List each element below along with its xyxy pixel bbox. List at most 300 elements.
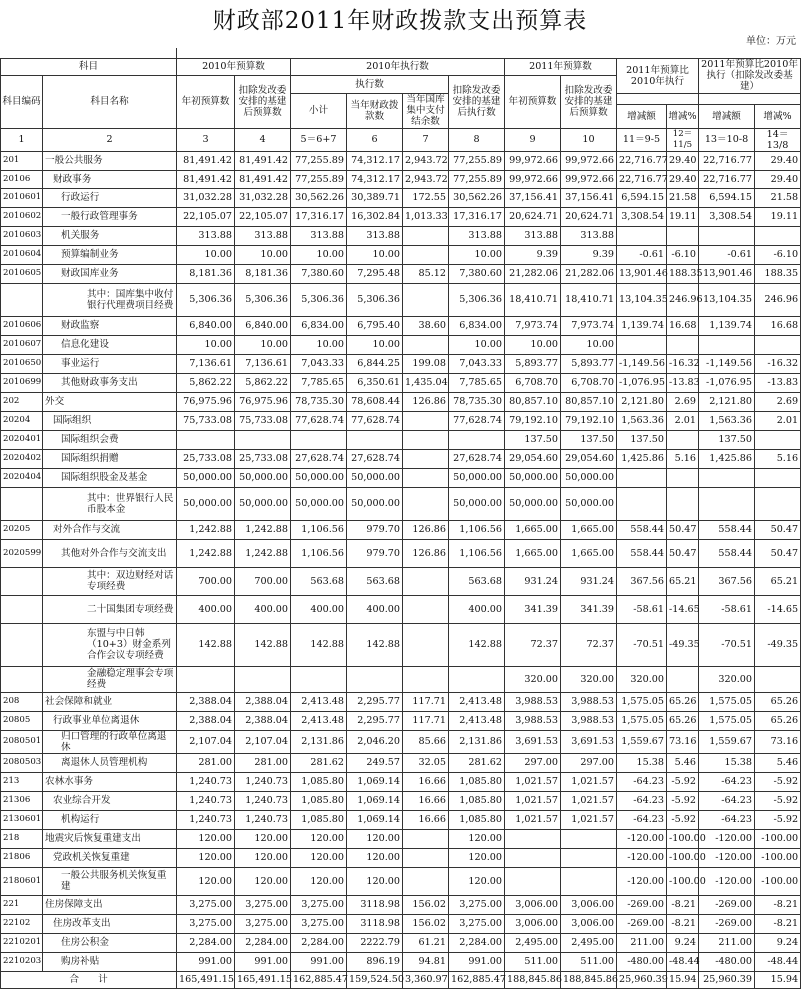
value-cell: 50,000.00	[505, 468, 561, 487]
value-cell: 5.16	[755, 449, 801, 468]
value-cell	[403, 867, 449, 895]
value-cell: 120.00	[347, 829, 403, 848]
value-cell: 29.40	[667, 151, 699, 170]
header-2010-budget: 2010年预算数	[177, 58, 291, 75]
value-cell	[403, 226, 449, 245]
subject-code: 221	[1, 895, 43, 914]
value-cell: 142.88	[291, 623, 347, 666]
subject-code: 22102	[1, 914, 43, 933]
value-cell: 72.37	[561, 623, 617, 666]
value-cell	[667, 666, 699, 692]
value-cell: 65.26	[755, 692, 801, 711]
value-cell: -70.51	[699, 623, 755, 666]
value-cell: 3,275.00	[291, 914, 347, 933]
subject-name: 党政机关恢复重建	[43, 848, 177, 867]
subject-name: 对外合作与交流	[43, 520, 177, 539]
value-cell: 9.39	[561, 245, 617, 264]
value-cell: 1,242.88	[177, 539, 235, 567]
value-cell: 2,107.04	[177, 730, 235, 753]
value-cell: 1,085.80	[449, 772, 505, 791]
value-cell: 563.68	[449, 567, 505, 595]
value-cell: 2,284.00	[177, 933, 235, 952]
subject-code: 2020404	[1, 468, 43, 487]
value-cell: 400.00	[347, 595, 403, 623]
subject-name: 财政事务	[43, 170, 177, 188]
value-cell: 2222.79	[347, 933, 403, 952]
table-row	[1, 711, 801, 730]
value-cell: 78,608.44	[347, 392, 403, 411]
value-cell: 137.50	[505, 430, 561, 449]
value-cell: 72.37	[505, 623, 561, 666]
value-cell: 281.62	[449, 753, 505, 772]
subject-name: 东盟与中日韩（10+3）财金系列合作会议专项经费	[43, 623, 177, 666]
value-cell: 6,708.70	[561, 373, 617, 392]
value-cell: -5.92	[667, 791, 699, 810]
subject-code: 20805	[1, 711, 43, 730]
subject-code: 218	[1, 829, 43, 848]
value-cell: 7,785.65	[449, 373, 505, 392]
total-value-cell: 15.94	[755, 971, 801, 988]
subject-code: 2010603	[1, 226, 43, 245]
subject-code: 21306	[1, 791, 43, 810]
subject-code: 2020599	[1, 539, 43, 567]
table-row	[1, 354, 801, 373]
table-row	[1, 933, 801, 952]
header-compare-1: 2011年预算比2010年执行	[617, 58, 699, 93]
value-cell: 313.88	[505, 226, 561, 245]
value-cell: 120.00	[177, 829, 235, 848]
value-cell: 1,575.05	[617, 692, 667, 711]
subject-name: 信息化建设	[43, 335, 177, 354]
table-row	[1, 392, 801, 411]
value-cell: 1,139.74	[699, 316, 755, 335]
value-cell	[403, 623, 449, 666]
value-cell: -5.92	[667, 810, 699, 829]
value-cell: 6,795.40	[347, 316, 403, 335]
value-cell: 77,255.89	[291, 151, 347, 170]
value-cell: 13,104.35	[617, 283, 667, 316]
header-inc-amount: 增减额	[617, 104, 667, 128]
value-cell: 320.00	[617, 666, 667, 692]
value-cell: 50.47	[755, 539, 801, 567]
value-cell	[235, 430, 291, 449]
value-cell: 3,275.00	[449, 895, 505, 914]
value-cell: 120.00	[291, 848, 347, 867]
value-cell: 7,785.65	[291, 373, 347, 392]
column-index-cell: 13＝10-8	[699, 128, 755, 151]
value-cell	[667, 468, 699, 487]
value-cell: 2,388.04	[235, 692, 291, 711]
value-cell: 6,708.70	[505, 373, 561, 392]
value-cell	[755, 430, 801, 449]
value-cell	[505, 867, 561, 895]
header-excl-exec: 扣除发改委安排的基建后执行数	[449, 75, 505, 128]
subject-name: 购房补贴	[43, 952, 177, 971]
value-cell: 77,628.74	[291, 411, 347, 430]
value-cell: -8.21	[755, 895, 801, 914]
table-row	[1, 867, 801, 895]
header-2011-initial: 年初预算数	[505, 75, 561, 128]
subject-name: 机构运行	[43, 810, 177, 829]
value-cell: -13.83	[667, 373, 699, 392]
value-cell	[505, 829, 561, 848]
value-cell	[403, 411, 449, 430]
subject-name: 一般行政管理事务	[43, 207, 177, 226]
value-cell: 22,716.77	[617, 170, 667, 188]
value-cell: 6,594.15	[699, 188, 755, 207]
value-cell: 7,380.60	[291, 264, 347, 283]
subject-code: 2010605	[1, 264, 43, 283]
value-cell: 2,495.00	[561, 933, 617, 952]
value-cell: 1,240.73	[177, 772, 235, 791]
value-cell: 5,306.36	[235, 283, 291, 316]
value-cell: 2,046.20	[347, 730, 403, 753]
value-cell: 1,085.80	[291, 772, 347, 791]
value-cell	[291, 430, 347, 449]
value-cell: 199.08	[403, 354, 449, 373]
table-row	[1, 810, 801, 829]
subject-name: 外交	[43, 392, 177, 411]
subject-name: 其他财政事务支出	[43, 373, 177, 392]
value-cell: -100.00	[667, 867, 699, 895]
column-index-cell: 2	[43, 128, 177, 151]
table-row	[1, 730, 801, 753]
value-cell: -120.00	[699, 848, 755, 867]
value-cell: 558.44	[617, 539, 667, 567]
value-cell: 50,000.00	[347, 468, 403, 487]
total-value-cell: 188,845.86	[561, 971, 617, 988]
value-cell: 558.44	[699, 539, 755, 567]
value-cell: 1,665.00	[561, 520, 617, 539]
value-cell: 137.50	[617, 430, 667, 449]
table-row	[1, 283, 801, 316]
subject-name: 国际组织	[43, 411, 177, 430]
value-cell: 50.47	[667, 520, 699, 539]
value-cell: 2,131.86	[449, 730, 505, 753]
value-cell: 211.00	[699, 933, 755, 952]
value-cell: 22,716.77	[617, 151, 667, 170]
value-cell: -269.00	[699, 914, 755, 933]
value-cell: 2,413.48	[291, 692, 347, 711]
value-cell: 21,282.06	[505, 264, 561, 283]
value-cell: -120.00	[699, 867, 755, 895]
value-cell: 1,106.56	[291, 539, 347, 567]
value-cell: 29,054.60	[505, 449, 561, 468]
value-cell: 22,716.77	[699, 151, 755, 170]
total-value-cell: 15.94	[667, 971, 699, 988]
subject-name: 其他对外合作与交流支出	[43, 539, 177, 567]
value-cell: 2,121.80	[699, 392, 755, 411]
value-cell: 19.11	[667, 207, 699, 226]
value-cell: 991.00	[177, 952, 235, 971]
value-cell: 80,857.10	[561, 392, 617, 411]
total-row	[1, 971, 801, 988]
value-cell	[347, 430, 403, 449]
value-cell: -64.23	[699, 810, 755, 829]
value-cell: 50,000.00	[561, 468, 617, 487]
value-cell: 2.69	[667, 392, 699, 411]
value-cell: 15.38	[617, 753, 667, 772]
value-cell: 18,410.71	[505, 283, 561, 316]
header-name: 科目名称	[43, 75, 177, 128]
value-cell: 3,988.53	[561, 711, 617, 730]
value-cell: 29.40	[667, 170, 699, 188]
value-cell: 50,000.00	[177, 487, 235, 520]
value-cell: -100.00	[755, 848, 801, 867]
value-cell: 7,043.33	[291, 354, 347, 373]
value-cell: 27,628.74	[449, 449, 505, 468]
value-cell	[699, 335, 755, 354]
value-cell: 2,943.72	[403, 170, 449, 188]
subject-code: 201	[1, 151, 43, 170]
value-cell: 50,000.00	[177, 468, 235, 487]
value-cell: -64.23	[617, 810, 667, 829]
value-cell: -16.32	[755, 354, 801, 373]
value-cell: 6,834.00	[449, 316, 505, 335]
column-index-row	[1, 128, 801, 151]
value-cell: -14.65	[667, 595, 699, 623]
value-cell: 81,491.42	[235, 151, 291, 170]
subject-name: 国际组织股金及基金	[43, 468, 177, 487]
value-cell: 188.35	[667, 264, 699, 283]
value-cell: 1,106.56	[449, 520, 505, 539]
value-cell	[505, 848, 561, 867]
value-cell: 3,691.53	[505, 730, 561, 753]
value-cell: 16.68	[755, 316, 801, 335]
value-cell: 3,275.00	[235, 895, 291, 914]
value-cell: -64.23	[699, 772, 755, 791]
header-compare-2: 2011年预算比2010年执行（扣除发改委基建）	[699, 58, 801, 93]
value-cell	[403, 848, 449, 867]
value-cell: -1,076.95	[617, 373, 667, 392]
value-cell: 99,972.66	[505, 151, 561, 170]
value-cell	[667, 487, 699, 520]
value-cell: 126.86	[403, 392, 449, 411]
table-row	[1, 914, 801, 933]
table-row	[1, 207, 801, 226]
value-cell: 78,735.30	[291, 392, 347, 411]
value-cell: 991.00	[235, 952, 291, 971]
value-cell: 20,624.71	[505, 207, 561, 226]
value-cell: 73.16	[667, 730, 699, 753]
value-cell: -100.00	[667, 848, 699, 867]
value-cell: 29.40	[755, 151, 801, 170]
value-cell: 10.00	[449, 245, 505, 264]
value-cell: 10.00	[177, 245, 235, 264]
total-value-cell: 165,491.15	[177, 971, 235, 988]
value-cell: 15.38	[699, 753, 755, 772]
header-2011-excl: 扣除发改委安排的基建后预算数	[561, 75, 617, 128]
value-cell: 20,624.71	[561, 207, 617, 226]
value-cell: 281.00	[235, 753, 291, 772]
value-cell: -13.83	[755, 373, 801, 392]
value-cell	[403, 245, 449, 264]
value-cell	[699, 487, 755, 520]
value-cell: 73.16	[755, 730, 801, 753]
value-cell: -480.00	[699, 952, 755, 971]
subject-name: 其中：世界银行人民币股本金	[43, 487, 177, 520]
value-cell: 30,389.71	[347, 188, 403, 207]
value-cell: 563.68	[291, 567, 347, 595]
value-cell: -100.00	[755, 829, 801, 848]
value-cell: 1,021.57	[561, 772, 617, 791]
value-cell: 1,139.74	[617, 316, 667, 335]
value-cell: 38.60	[403, 316, 449, 335]
table-row	[1, 666, 801, 692]
subject-code: 21806	[1, 848, 43, 867]
value-cell: 13,901.46	[617, 264, 667, 283]
value-cell: 1,240.73	[177, 791, 235, 810]
value-cell	[617, 468, 667, 487]
value-cell: 249.57	[347, 753, 403, 772]
value-cell: 172.55	[403, 188, 449, 207]
value-cell: 17,316.17	[291, 207, 347, 226]
value-cell: 2,388.04	[177, 692, 235, 711]
value-cell: 1,425.86	[617, 449, 667, 468]
value-cell: 313.88	[561, 226, 617, 245]
subject-code: 20204	[1, 411, 43, 430]
value-cell: 9.39	[505, 245, 561, 264]
value-cell	[347, 666, 403, 692]
unit-label: 单位：万元	[746, 36, 796, 47]
value-cell: 979.70	[347, 539, 403, 567]
value-cell: 700.00	[235, 567, 291, 595]
value-cell: 2,413.48	[291, 711, 347, 730]
value-cell: 3,691.53	[561, 730, 617, 753]
value-cell: 320.00	[699, 666, 755, 692]
subject-code: 2010601	[1, 188, 43, 207]
value-cell: -70.51	[617, 623, 667, 666]
value-cell: -1,076.95	[699, 373, 755, 392]
value-cell: 313.88	[449, 226, 505, 245]
value-cell	[561, 829, 617, 848]
subject-name: 其中：双边财经对话专项经费	[43, 567, 177, 595]
value-cell: 22,716.77	[699, 170, 755, 188]
subject-code	[1, 487, 43, 520]
value-cell: 50,000.00	[449, 468, 505, 487]
value-cell: 5.46	[755, 753, 801, 772]
value-cell: -58.61	[617, 595, 667, 623]
column-index-cell: 14＝13/8	[755, 128, 801, 151]
value-cell: 6,844.25	[347, 354, 403, 373]
subject-code: 2180601	[1, 867, 43, 895]
value-cell: -5.92	[755, 791, 801, 810]
value-cell: 21.58	[755, 188, 801, 207]
value-cell: 37,156.41	[561, 188, 617, 207]
value-cell: 65.26	[755, 711, 801, 730]
value-cell: 77,255.89	[449, 151, 505, 170]
value-cell	[755, 468, 801, 487]
value-cell: 65.26	[667, 711, 699, 730]
value-cell: 1,021.57	[561, 810, 617, 829]
total-label: 合 计	[1, 971, 177, 988]
value-cell: 700.00	[177, 567, 235, 595]
table-row	[1, 952, 801, 971]
value-cell: 120.00	[177, 867, 235, 895]
value-cell	[699, 226, 755, 245]
value-cell: 320.00	[561, 666, 617, 692]
value-cell: 25,733.08	[235, 449, 291, 468]
subject-code: 2020401	[1, 430, 43, 449]
value-cell: -64.23	[617, 772, 667, 791]
value-cell: 281.62	[291, 753, 347, 772]
subject-name: 国际组织捐赠	[43, 449, 177, 468]
value-cell: 931.24	[561, 567, 617, 595]
value-cell: 896.19	[347, 952, 403, 971]
value-cell	[561, 848, 617, 867]
value-cell: 5,306.36	[177, 283, 235, 316]
value-cell: 137.50	[699, 430, 755, 449]
value-cell: 77,255.89	[291, 170, 347, 188]
value-cell	[177, 430, 235, 449]
subject-code	[1, 567, 43, 595]
value-cell: 297.00	[505, 753, 561, 772]
value-cell: 313.88	[177, 226, 235, 245]
subject-name: 离退休人员管理机构	[43, 753, 177, 772]
value-cell: 2.01	[755, 411, 801, 430]
value-cell: 7,136.61	[235, 354, 291, 373]
subject-code	[1, 595, 43, 623]
value-cell: -8.21	[755, 914, 801, 933]
value-cell: 2,284.00	[291, 933, 347, 952]
total-value-cell: 162,885.47	[449, 971, 505, 988]
subject-code: 208	[1, 692, 43, 711]
value-cell: 32.05	[403, 753, 449, 772]
value-cell: -100.00	[667, 829, 699, 848]
value-cell	[667, 226, 699, 245]
header-inc-amount-2: 增减额	[699, 104, 755, 128]
value-cell: 120.00	[347, 848, 403, 867]
value-cell: 65.21	[755, 567, 801, 595]
header-inc-pct-2: 增减%	[755, 104, 801, 128]
value-cell: 7,380.60	[449, 264, 505, 283]
subject-name: 一般公共服务机关恢复重建	[43, 867, 177, 895]
value-cell: 297.00	[561, 753, 617, 772]
value-cell: 77,628.74	[449, 411, 505, 430]
value-cell: 3,988.53	[561, 692, 617, 711]
table-row	[1, 772, 801, 791]
value-cell: 50,000.00	[235, 468, 291, 487]
value-cell: 75,733.08	[235, 411, 291, 430]
value-cell: 1,435.04	[403, 373, 449, 392]
value-cell	[403, 595, 449, 623]
subject-name: 住房保障支出	[43, 895, 177, 914]
value-cell: 2,495.00	[505, 933, 561, 952]
value-cell: 1,563.36	[699, 411, 755, 430]
value-cell: -48.44	[755, 952, 801, 971]
value-cell: 99,972.66	[561, 151, 617, 170]
subject-code: 2080501	[1, 730, 43, 753]
subject-code: 2010699	[1, 373, 43, 392]
value-cell: 10.00	[177, 335, 235, 354]
value-cell: -64.23	[699, 791, 755, 810]
value-cell	[617, 226, 667, 245]
value-cell: 1,665.00	[561, 539, 617, 567]
value-cell	[667, 430, 699, 449]
value-cell: 3,275.00	[177, 914, 235, 933]
value-cell: 3118.98	[347, 914, 403, 933]
value-cell: 1,106.56	[291, 520, 347, 539]
value-cell: 1,425.86	[699, 449, 755, 468]
value-cell: 77,628.74	[347, 411, 403, 430]
value-cell: 7,043.33	[449, 354, 505, 373]
value-cell: 6,594.15	[617, 188, 667, 207]
value-cell: 2,388.04	[235, 711, 291, 730]
value-cell: 5.16	[667, 449, 699, 468]
header-treasury-balance: 当年国库集中支付结余数	[403, 93, 449, 128]
value-cell: 2,388.04	[177, 711, 235, 730]
value-cell: 120.00	[235, 848, 291, 867]
